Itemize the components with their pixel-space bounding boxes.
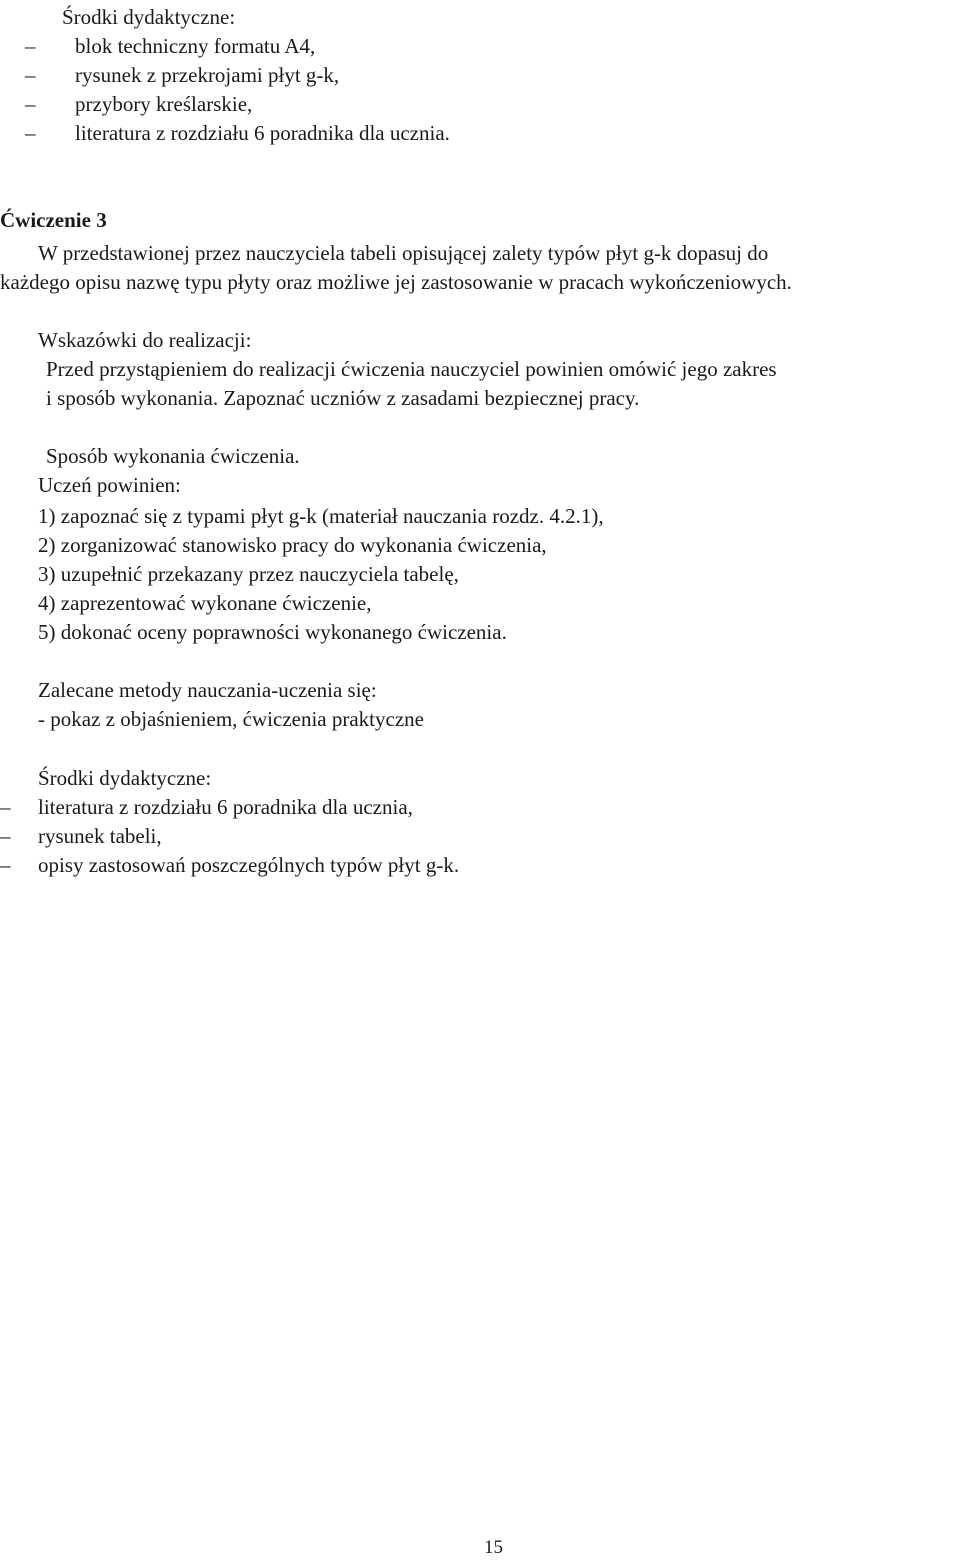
teaching-aid-item: [25, 61, 625, 90]
dash-bullet: –: [0, 853, 11, 877]
hints-line2: i sposób wykonania. Zapoznać uczniów z zasadami bezpiecznej pracy.: [46, 386, 640, 410]
teaching-aid-text: blok techniczny formatu A4,: [75, 34, 316, 58]
method-step: 5) dokonać oceny poprawności wykonanego ćwiczenia.: [38, 620, 507, 644]
teaching-aid-item: [25, 119, 625, 148]
teaching-methods-heading: Zalecane metody nauczania-uczenia się:: [38, 678, 377, 702]
dash-bullet: –: [25, 92, 36, 116]
teaching-aid-text: literatura z rozdziału 6 poradnika dla ucznia,: [38, 795, 413, 819]
teaching-aid-item: [25, 32, 625, 61]
teaching-aid-item: [0, 793, 600, 822]
teaching-aid-text: opisy zastosowań poszczególnych typów płyt g-k.: [38, 853, 460, 877]
teaching-aid-text: rysunek tabeli,: [38, 824, 162, 848]
dash-bullet: –: [0, 824, 11, 848]
teaching-aids-heading-2: Środki dydaktyczne:: [38, 766, 212, 790]
method-step: 2) zorganizować stanowisko pracy do wykonania ćwiczenia,: [38, 533, 547, 557]
teaching-aids-heading: Środki dydaktyczne:: [62, 5, 236, 29]
teaching-aid-item: [0, 851, 600, 880]
teaching-aid-text: przybory kreślarskie,: [75, 92, 253, 116]
method-step: 1) zapoznać się z typami płyt g-k (materiał nauczania rozdz. 4.2.1),: [38, 504, 604, 528]
hints-heading: Wskazówki do realizacji:: [38, 328, 252, 352]
exercise-description-line1: W przedstawionej przez nauczyciela tabeli opisującej zalety typów płyt g-k dopasuj do: [38, 241, 769, 265]
dash-bullet: –: [25, 34, 36, 58]
method-step: 3) uzupełnić przekazany przez nauczyciela tabelę,: [38, 562, 459, 586]
page-number: 15: [484, 1537, 503, 1558]
method-heading: Sposób wykonania ćwiczenia.: [46, 444, 300, 468]
method-step: 4) zaprezentować wykonane ćwiczenie,: [38, 591, 372, 615]
exercise-description-line2: każdego opisu nazwę typu płyty oraz możliwe jej zastosowanie w pracach wykończeniowych.: [0, 270, 792, 294]
teaching-aid-text: literatura z rozdziału 6 poradnika dla ucznia.: [75, 121, 450, 145]
dash-bullet: –: [0, 795, 11, 819]
dash-bullet: –: [25, 121, 36, 145]
hints-line1: Przed przystąpieniem do realizacji ćwiczenia nauczyciel powinien omówić jego zakres: [46, 357, 777, 381]
exercise-title: Ćwiczenie 3: [0, 208, 107, 232]
teaching-aid-text: rysunek z przekrojami płyt g-k,: [75, 63, 340, 87]
teaching-methods-item: - pokaz z objaśnieniem, ćwiczenia praktyczne: [38, 707, 424, 731]
method-subheading: Uczeń powinien:: [38, 473, 181, 497]
teaching-aid-item: [0, 822, 600, 851]
dash-bullet: –: [25, 63, 36, 87]
teaching-aid-item: [25, 90, 625, 119]
